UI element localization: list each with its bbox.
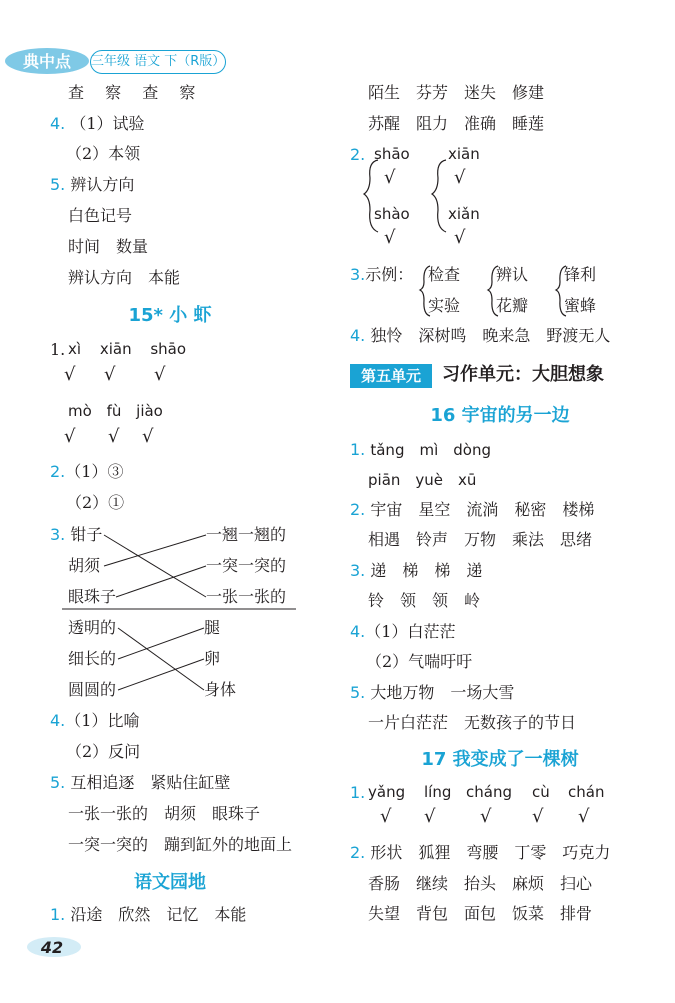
brace-2 bbox=[432, 160, 446, 232]
l16-q3-r1: 递 梯 梯 递 bbox=[370, 561, 483, 580]
l15-q5-line-2: 一张一张的 胡须 眼珠子 bbox=[68, 804, 261, 823]
char-3: 查 bbox=[142, 83, 159, 102]
logo-text: 典中点 bbox=[22, 52, 72, 71]
py-jiao: jiào bbox=[136, 402, 163, 420]
garden-q1-number: 1. bbox=[50, 905, 66, 924]
q5-number: 5. bbox=[50, 175, 66, 194]
match-yizhang: 一张一张的 bbox=[206, 587, 287, 606]
r-check-1: √ bbox=[384, 167, 396, 188]
check-6: √ bbox=[142, 426, 154, 447]
q4-a1: （1）试验 bbox=[70, 114, 145, 133]
r-q4-number: 4. bbox=[350, 326, 366, 345]
match-yuanyuan: 圆圆的 bbox=[68, 680, 117, 699]
r-q3-g2-b: 花瓣 bbox=[496, 296, 529, 315]
match-qianzi: 钳子 bbox=[70, 525, 103, 544]
l17-q1-number: 1. bbox=[350, 783, 366, 802]
r-q3-g3-b: 蜜蜂 bbox=[564, 296, 597, 315]
lesson-16-title: 16 宇宙的另一边 bbox=[430, 405, 570, 426]
r-q3-g1-a: 检查 bbox=[428, 265, 461, 284]
l16-q4-a2: （2）气喘吁吁 bbox=[366, 652, 473, 671]
brace-5 bbox=[556, 266, 566, 316]
l15-q2-number: 2. bbox=[50, 462, 66, 481]
garden-q1-text: 沿途 欣然 记忆 本能 bbox=[70, 905, 247, 924]
l17-py-5: chán bbox=[568, 783, 605, 801]
check-5: √ bbox=[108, 426, 120, 447]
char-4: 察 bbox=[179, 83, 196, 102]
l16-q5-number: 5. bbox=[350, 683, 366, 702]
l16-q5-row2: 一片白茫茫 无数孩子的节日 bbox=[368, 713, 577, 732]
brace-4 bbox=[488, 266, 498, 316]
l16-q3-number: 3. bbox=[350, 561, 366, 580]
l15-q2-a2: （2）① bbox=[66, 493, 125, 512]
match-yiqiao: 一翘一翘的 bbox=[206, 525, 287, 544]
q4-answer-2: （2）本领 bbox=[66, 144, 141, 163]
match-tui: 腿 bbox=[204, 618, 221, 637]
py-xian3: xiǎn bbox=[448, 205, 480, 223]
py-xian: xiān bbox=[99, 340, 132, 358]
match-yanzhuzi: 眼珠子 bbox=[68, 587, 117, 606]
match-huxu: 胡须 bbox=[68, 556, 101, 575]
l17-py-4: cù bbox=[532, 783, 550, 801]
lesson-17-title: 17 我变成了一棵树 bbox=[421, 749, 579, 770]
l16-q5-row1 bbox=[350, 683, 514, 703]
l16-q2-row2: 相遇 铃声 万物 乘法 思绪 bbox=[368, 530, 593, 549]
l16-q2-row1 bbox=[350, 500, 594, 520]
l16-q2-r1: 宇宙 星空 流淌 秘密 楼梯 bbox=[370, 500, 595, 519]
py-xi: xì bbox=[68, 340, 82, 358]
py-shao4: shào bbox=[374, 205, 410, 223]
l17-q2-row1 bbox=[350, 843, 610, 863]
l16-q5-r1: 大地万物 一场大雪 bbox=[370, 683, 515, 702]
match-shenti: 身体 bbox=[204, 680, 237, 699]
l17-check-2: √ bbox=[424, 806, 436, 827]
py-xian1: xiān bbox=[448, 145, 480, 163]
l17-q2-row2: 香肠 继续 抬头 麻烦 扫心 bbox=[368, 874, 593, 893]
garden-title: 语文园地 bbox=[134, 872, 206, 893]
l16-q3-row2: 铃 领 领 岭 bbox=[368, 591, 481, 610]
match-touming: 透明的 bbox=[68, 618, 117, 637]
r-q3-number: 3. bbox=[350, 265, 366, 284]
l17-q2-r1: 形状 狐狸 弯腰 丁零 巧克力 bbox=[370, 843, 611, 862]
l15-q2-a1-text: （1）③ bbox=[65, 462, 124, 481]
l16-q1-row2: piān yuè xū bbox=[368, 471, 477, 489]
char-1: 查 bbox=[68, 83, 85, 102]
l15-q1-number: 1. bbox=[50, 340, 66, 359]
check-2: √ bbox=[104, 364, 116, 385]
l17-py-3: cháng bbox=[466, 783, 512, 801]
q5-line-2: 白色记号 bbox=[68, 206, 133, 225]
l17-q2-number: 2. bbox=[350, 843, 366, 862]
l15-q4-a1-text: （1）比喻 bbox=[65, 711, 140, 730]
r-q2-number: 2. bbox=[350, 145, 366, 164]
l16-q1-py1: tǎng mì dòng bbox=[370, 441, 491, 459]
l17-check-3: √ bbox=[480, 806, 492, 827]
l17-check-5: √ bbox=[578, 806, 590, 827]
l17-py-1: yǎng bbox=[368, 783, 406, 801]
r-q3-g1-b: 实验 bbox=[428, 296, 461, 315]
char-2: 察 bbox=[105, 83, 122, 102]
l16-q3-row1 bbox=[350, 561, 482, 581]
check-1: √ bbox=[64, 364, 76, 385]
check-3: √ bbox=[154, 364, 166, 385]
l16-q4-a1 bbox=[350, 622, 455, 642]
py-fu: fù bbox=[106, 402, 122, 420]
r-q3-prefix-text: 示例： bbox=[365, 265, 414, 284]
l16-q2-number: 2. bbox=[350, 500, 366, 519]
l16-q4-a1-text: （1）白茫茫 bbox=[365, 622, 456, 641]
r-q3-g2-a: 辨认 bbox=[496, 265, 529, 284]
r-check-4: √ bbox=[454, 227, 466, 248]
match-xichang: 细长的 bbox=[68, 649, 117, 668]
l15-q5-number: 5. bbox=[50, 773, 66, 792]
r-q4-text: 独怜 深树鸣 晚来急 野渡无人 bbox=[370, 326, 611, 345]
right-top-line-1: 陌生 芬芳 迷失 修建 bbox=[368, 83, 545, 102]
unit-badge: 第五单元 bbox=[350, 364, 432, 388]
l15-q4-a2: （2）反问 bbox=[66, 742, 141, 761]
match-luan: 卵 bbox=[204, 649, 221, 668]
l16-q1-row1 bbox=[350, 440, 491, 460]
brace-1 bbox=[364, 160, 378, 232]
unit-title: 习作单元：大胆想象 bbox=[442, 364, 604, 385]
r-q4 bbox=[350, 326, 610, 346]
l17-q2-row3: 失望 背包 面包 饭菜 排骨 bbox=[368, 904, 593, 923]
l17-check-4: √ bbox=[532, 806, 544, 827]
py-shao: shāo bbox=[150, 340, 187, 358]
l15-q5-l1: 互相追逐 紧贴住缸壁 bbox=[70, 773, 231, 792]
q5-line-3: 时间 数量 bbox=[68, 237, 149, 256]
lesson-15-title: 15* 小 虾 bbox=[128, 305, 212, 326]
l16-q4-number: 4. bbox=[350, 622, 366, 641]
r-check-3: √ bbox=[454, 167, 466, 188]
page-number-text: 42 bbox=[40, 938, 64, 957]
r-check-2: √ bbox=[384, 227, 396, 248]
r-q3-g3-a: 锋利 bbox=[564, 265, 597, 284]
py-shao1: shāo bbox=[374, 145, 410, 163]
l17-py-2: líng bbox=[424, 783, 452, 801]
py-mo: mò bbox=[68, 402, 92, 420]
l15-q3-number: 3. bbox=[50, 525, 66, 544]
l15-q4-number: 4. bbox=[50, 711, 66, 730]
q5-l1: 辨认方向 bbox=[70, 175, 135, 194]
brace-3 bbox=[420, 266, 430, 316]
check-4: √ bbox=[64, 426, 76, 447]
grade-badge: 三年级 语文 下（R版） bbox=[90, 50, 226, 74]
q4-number: 4. bbox=[50, 114, 66, 133]
l17-check-1: √ bbox=[380, 806, 392, 827]
match-yitu: 一突一突的 bbox=[206, 556, 287, 575]
l15-q5-line-3: 一突一突的 蹦到缸外的地面上 bbox=[68, 835, 293, 854]
l16-q1-number: 1. bbox=[350, 440, 366, 459]
right-top-line-2: 苏醒 阻力 准确 睡莲 bbox=[368, 114, 545, 133]
q5-line-4: 辨认方向 本能 bbox=[68, 268, 181, 287]
